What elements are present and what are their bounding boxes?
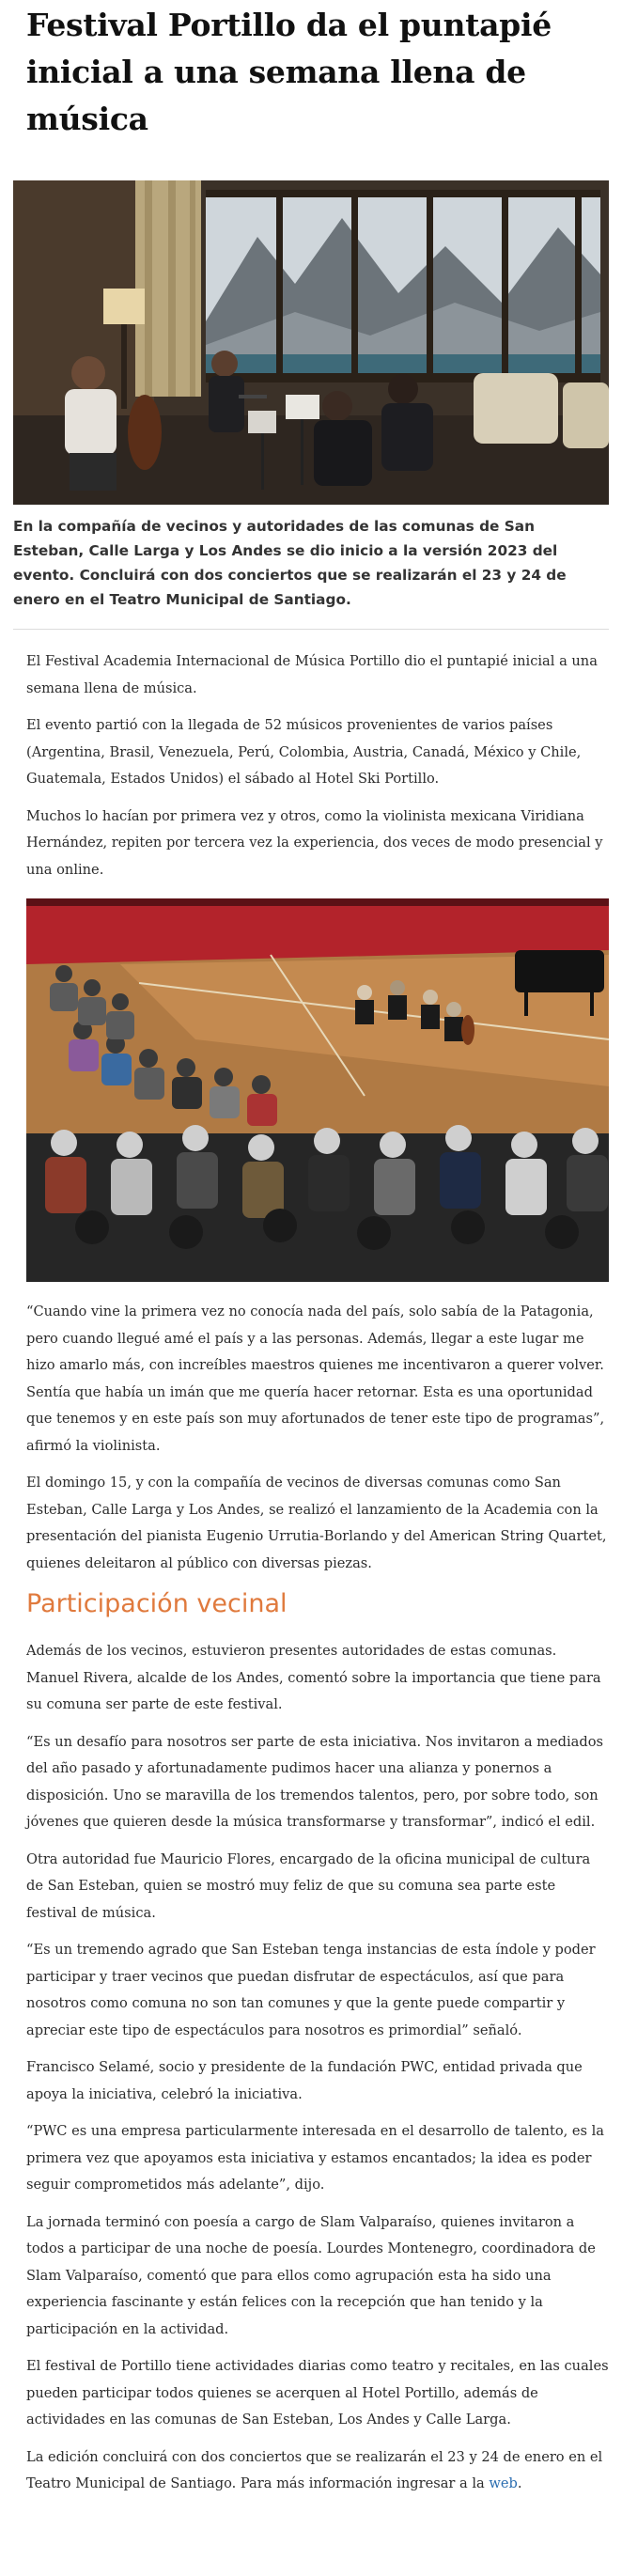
paragraph: La jornada terminó con poesía a cargo de Slam Valparaíso, quienes invitaron a todos a participar de una noche de poesía. Lourdes Montenegro, coordinadora de Slam Valparaíso, comentó que para ellos como agrupación esta ha sido una experiencia fascinante y están felices con la recepción que han tenido y la participación en la actividad.	[26, 2213, 596, 2337]
paragraph: “Es un tremendo agrado que San Esteban tenga instancias de esta índole y poder participar y traer vecinos que puedan disfrutar de espectáculos, así que para nosotros como comuna no son tan comunes y que la gente puede compartir y apreciar este tipo de espectáculos para nosotros es primordial” señaló.	[26, 1942, 596, 2038]
article-body	[0, 648, 622, 2498]
paragraph: El Festival Academia Internacional de Música Portillo dio el puntapié inicial a una semana llena de música.	[26, 653, 598, 696]
paragraph: Otra autoridad fue Mauricio Flores, encargado de la oficina municipal de cultura de San Esteban, quien se mostró muy feliz de que su comuna sea parte este festival de música.	[26, 1850, 591, 1921]
concert-figure	[26, 898, 609, 1282]
paragraph: El domingo 15, y con la compañía de vecinos de diversas comunas como San Esteban, Calle Larga y Los Andes, se realizó el lanzamiento de la Academia con la presentación del pianista Eugenio Urrutia-Borlando y del American String Quartet, quienes deleitaron al público con diversas piezas.	[26, 1475, 607, 1571]
closing-text: La edición concluirá con dos conciertos que se realizarán el 23 y 24 de enero en el Teatro Municipal de Santiago. Para más información ingresar a la	[26, 2448, 603, 2491]
paragraph: “Es un desafío para nosotros ser parte de esta iniciativa. Nos invitaron a mediados del año pasado y afortunadamente pudimos hacer una alianza y ponernos a disposición. Uno se maravilla de los tremendos talentos, pero, por sobre todo, son jóvenes que quieren desde la música transformarse y transformar”, indicó el edil.	[26, 1733, 603, 1830]
paragraph: Francisco Selamé, socio y presidente de la fundación PWC, entidad privada que apoya la iniciativa, celebró la iniciativa.	[26, 2059, 583, 2102]
closing-paragraph	[26, 2444, 609, 2498]
hero-photo-rehearsal	[13, 180, 609, 505]
caption-divider	[13, 629, 609, 630]
hero-caption: En la compañía de vecinos y autoridades de las comunas de San Esteban, Calle Larga y Los Andes se dio inicio a la versión 2023 del evento. Concluirá con dos conciertos que se realizarán el 23 y 24 de enero en el Teatro Municipal de Santiago.	[13, 518, 567, 608]
paragraph: “Cuando vine la primera vez no conocía nada del país, solo sabía de la Patagonia, pero cuando llegué amé el país y a las personas. Además, llegar a este lugar me hizo amarlo más, con increíbles maestros quienes me incentivaron a querer volver. Sentía que había un imán que me quería hacer retornar. Esta es una oportunidad que tenemos y en este país son muy afortunados de tener este tipo de programas”, afirmó la violinista.	[26, 1304, 605, 1454]
paragraph: El festival de Portillo tiene actividades diarias como teatro y recitales, en las cuales pueden participar todos quienes se acerquen al Hotel Portillo, además de actividades en las comunas de San Esteban, Los Andes y Calle Larga.	[26, 2358, 609, 2428]
section-heading: Participación vecinal	[26, 1589, 288, 1618]
article-title: Festival Portillo da el puntapié inicial a una semana llena de música	[26, 7, 552, 137]
paragraph: El evento partió con la llegada de 52 músicos provenientes de varios países (Argentina, Brasil, Venezuela, Perú, Colombia, Austria, Canadá, México y Chile, Guatemala, Estados Unidos) el sábado al Hotel Ski Portillo.	[26, 717, 582, 787]
paragraph: “PWC es una empresa particularmente interesada en el desarrollo de talento, es la primera vez que apoyamos esta iniciativa y estamos encantados; la idea es poder seguir comprometidos más adelante”, dijo.	[26, 2123, 605, 2193]
concert-photo-audience	[26, 898, 609, 1282]
closing-end: .	[517, 2475, 522, 2491]
paragraph: Además de los vecinos, estuvieron presentes autoridades de estas comunas. Manuel Rivera, alcalde de los Andes, comentó sobre la importancia que tiene para su comuna ser parte de este festival.	[26, 1643, 601, 1712]
paragraph: Muchos lo hacían por primera vez y otros, como la violinista mexicana Viridiana Hernández, repiten por tercera vez la experiencia, dos veces de modo presencial y una online.	[26, 807, 603, 878]
hero-figure	[13, 180, 609, 505]
web-link[interactable]: web	[489, 2475, 518, 2491]
